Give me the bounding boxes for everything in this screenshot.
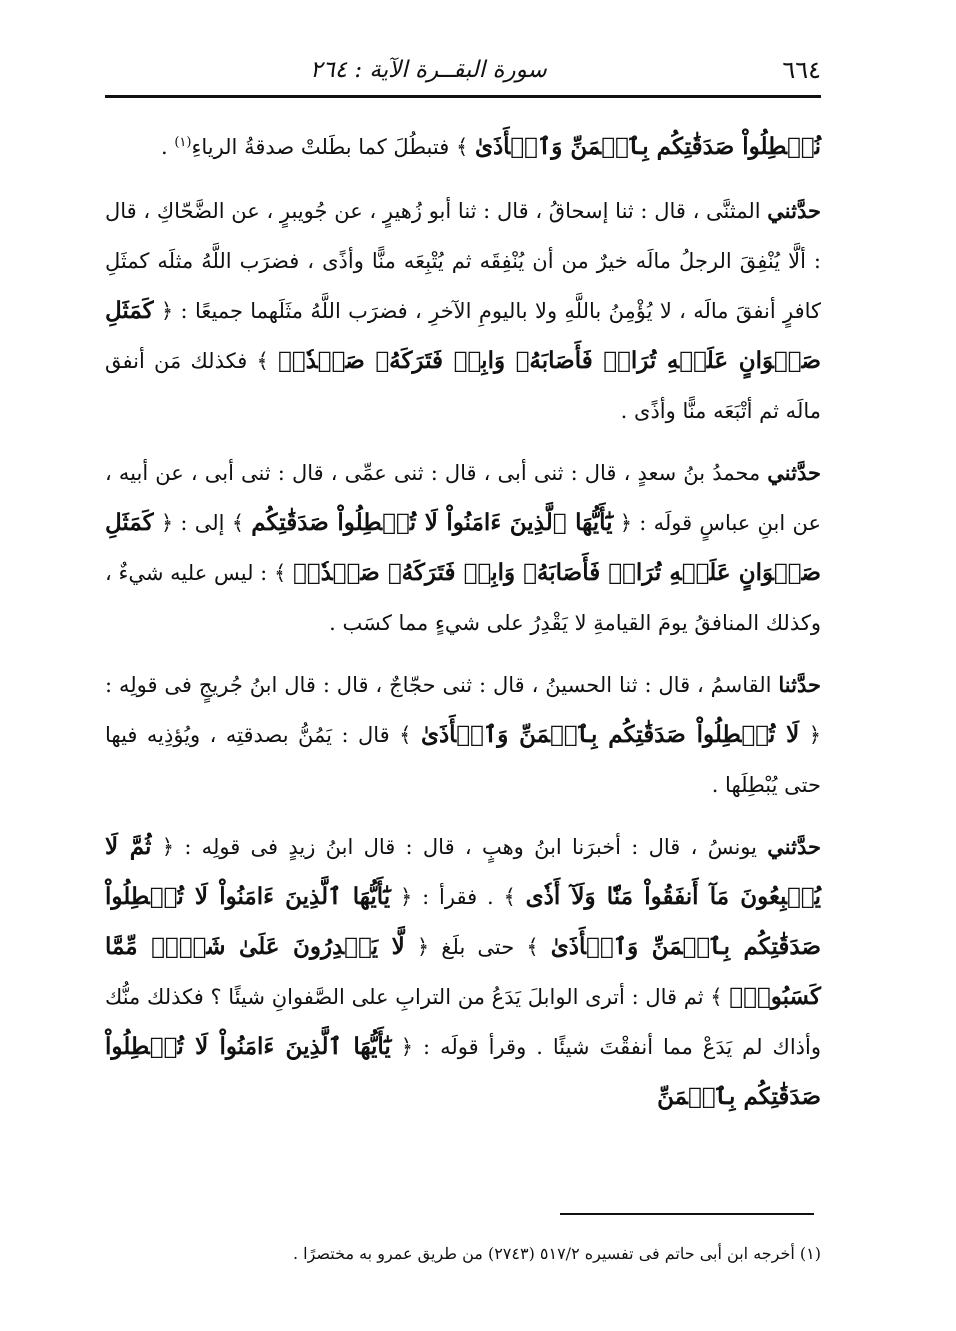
paragraph-text: ﴾ قال : يَمُنُّ بصدقتِه ، ويُؤذِيه فيها حتى يُبْطِلَها . (105, 723, 821, 797)
paragraph-text: يونسُ ، قال : أخبرَنا ابنُ وهبٍ ، قال : قال ابنُ زيدٍ فى قولِه : ﴿ (151, 835, 768, 859)
running-title: سورة البقــرة الآية : ٢٦٤ (310, 57, 547, 83)
paragraph-text: ﴾ حتى بلَغ ﴿ (404, 935, 551, 959)
quran-quote: يَٰٓأَيُّهَا ٱلَّذِينَ ءَامَنُواْ لَا تُبۡطِلُواْ صَدَقَٰتِكُم بِٱلۡمَنِّ وَٱلۡأَذَىٰ (105, 883, 821, 960)
quran-quote: ثُمَّ لَا يُتۡبِعُونَ مَآ أَنفَقُواْ مَنّٗا وَلَآ أَذٗى (105, 833, 822, 910)
footnote: (١) أخرجه ابن أبى حاتم فى تفسيره ٥١٧/٢ (٢٧٤٣) من طريق عمرو به مختصرًا . (292, 1244, 821, 1263)
main-text (105, 118, 821, 1134)
paragraph-text: ﴾ فكذلك مَن أنفق مالَه ثم أتْبَعَه منًّا وأذًى . (105, 349, 821, 423)
paragraph-text: ﴾ . فقرأ : ﴿ (390, 885, 526, 909)
paragraph-5 (105, 822, 821, 1122)
paragraph-text: محمدُ بنُ سعدٍ ، قال : ثنى أبى ، قال : ثنى عمِّى ، قال : ثنى أبى ، عن أبيه ، عن ابنِ عباسٍ قولَه : ﴿ (105, 461, 821, 535)
quran-quote: نُبۡطِلُواْ صَدَقَٰتِكُم بِٱلۡمَنِّ وَٱلۡأَذَىٰ (474, 133, 821, 160)
quran-quote: يَٰٓأَيُّهَا ٱلَّذِينَ ءَامَنُواْ لَا تُبۡطِلُواْ صَدَقَٰتِكُم بِٱلۡمَنِّ (105, 1033, 821, 1110)
page-header (105, 52, 821, 88)
paragraph-text: ﴾ ثم قال : أترى الوابلَ يَدَعُ من الترابِ على الصَّفوانِ شيئًا ؟ فكذلك منُّك وأذاك لم يَدَعْ مما أنفقْتَ شيئًا . وقرأ قولَه : ﴿ (105, 985, 822, 1059)
narration-lead: حدَّثني (767, 460, 821, 485)
paragraph-1 (105, 118, 821, 172)
paragraph-text: ﴾ : ليس عليه شيءٌ ، وكذلك المنافقُ يومَ القيامةِ لا يَقْدِرُ على شيءٍ مما كسَب . (105, 561, 821, 635)
header-rule (105, 95, 821, 98)
paragraph-text: ﴾ إلى : ﴿ (153, 511, 252, 535)
quran-quote: لَا تُبۡطِلُواْ صَدَقَٰتِكُم بِٱلۡمَنِّ وَٱلۡأَذَىٰ (420, 721, 800, 748)
narration-lead: حدَّثنا (778, 672, 821, 697)
footnote-rule (560, 1213, 814, 1215)
quran-quote: كَمَثَلِ صَفۡوَانٍ عَلَيۡهِ تُرَابٞ فَأَصَابَهُۥ وَابِلٞ فَتَرَكَهُۥ صَلۡدٗاۖ (105, 297, 821, 374)
paragraph-text: المثنَّى ، قال : ثنا إسحاقُ ، قال : ثنا أبو زُهيرٍ ، عن جُويبرٍ ، عن الضَّحّاكِ ، قال : ألَّا يُنْفِقَ الرجلُ مالَه خيرٌ من أن يُنْفِقَه ثم يُتْبِعَه منًّا وأذًى ، فضرَب اللَّهُ مثلَه كمثَلِ كافرٍ أنفقَ مالَه ، لا يُؤْمِنُ باللَّهِ ولا باليومِ الآخرِ ، فضرَب اللَّهُ مثَلَهما جميعًا : ﴿ (105, 199, 821, 323)
narration-lead: حدَّثني (767, 834, 821, 859)
paragraph-text: القاسمُ ، قال : ثنا الحسينُ ، قال : ثنى حجّاجٌ ، قال : قال ابنُ جُريجٍ فى قولِه : ﴿ (105, 673, 822, 747)
paragraph-4 (105, 660, 821, 810)
page-number: ٦٦٤ (782, 56, 821, 84)
paragraph-text: ﴾ فتبطُلَ كما بطَلتْ صدقةُ الرياءِ (191, 135, 475, 159)
quran-quote: يَٰٓأَيُّهَا ٱلَّذِينَ ءَامَنُواْ لَا تُبۡطِلُواْ صَدَقَٰتِكُم (251, 509, 613, 536)
paragraph-2 (105, 186, 821, 436)
paragraph-text: . (160, 135, 175, 159)
paragraph-3 (105, 448, 821, 648)
narration-lead: حدَّثني (767, 198, 821, 223)
quran-quote: كَمَثَلِ صَفۡوَانٍ عَلَيۡهِ تُرَابٞ فَأَصَابَهُۥ وَابِلٞ فَتَرَكَهُۥ صَلۡدٗاۖ (105, 509, 821, 586)
footnote-reference: (١) (174, 135, 192, 150)
quran-quote: لَّا يَقۡدِرُونَ عَلَىٰ شَيۡءٖ مِّمَّا كَسَبُواْۗ (105, 933, 821, 1010)
